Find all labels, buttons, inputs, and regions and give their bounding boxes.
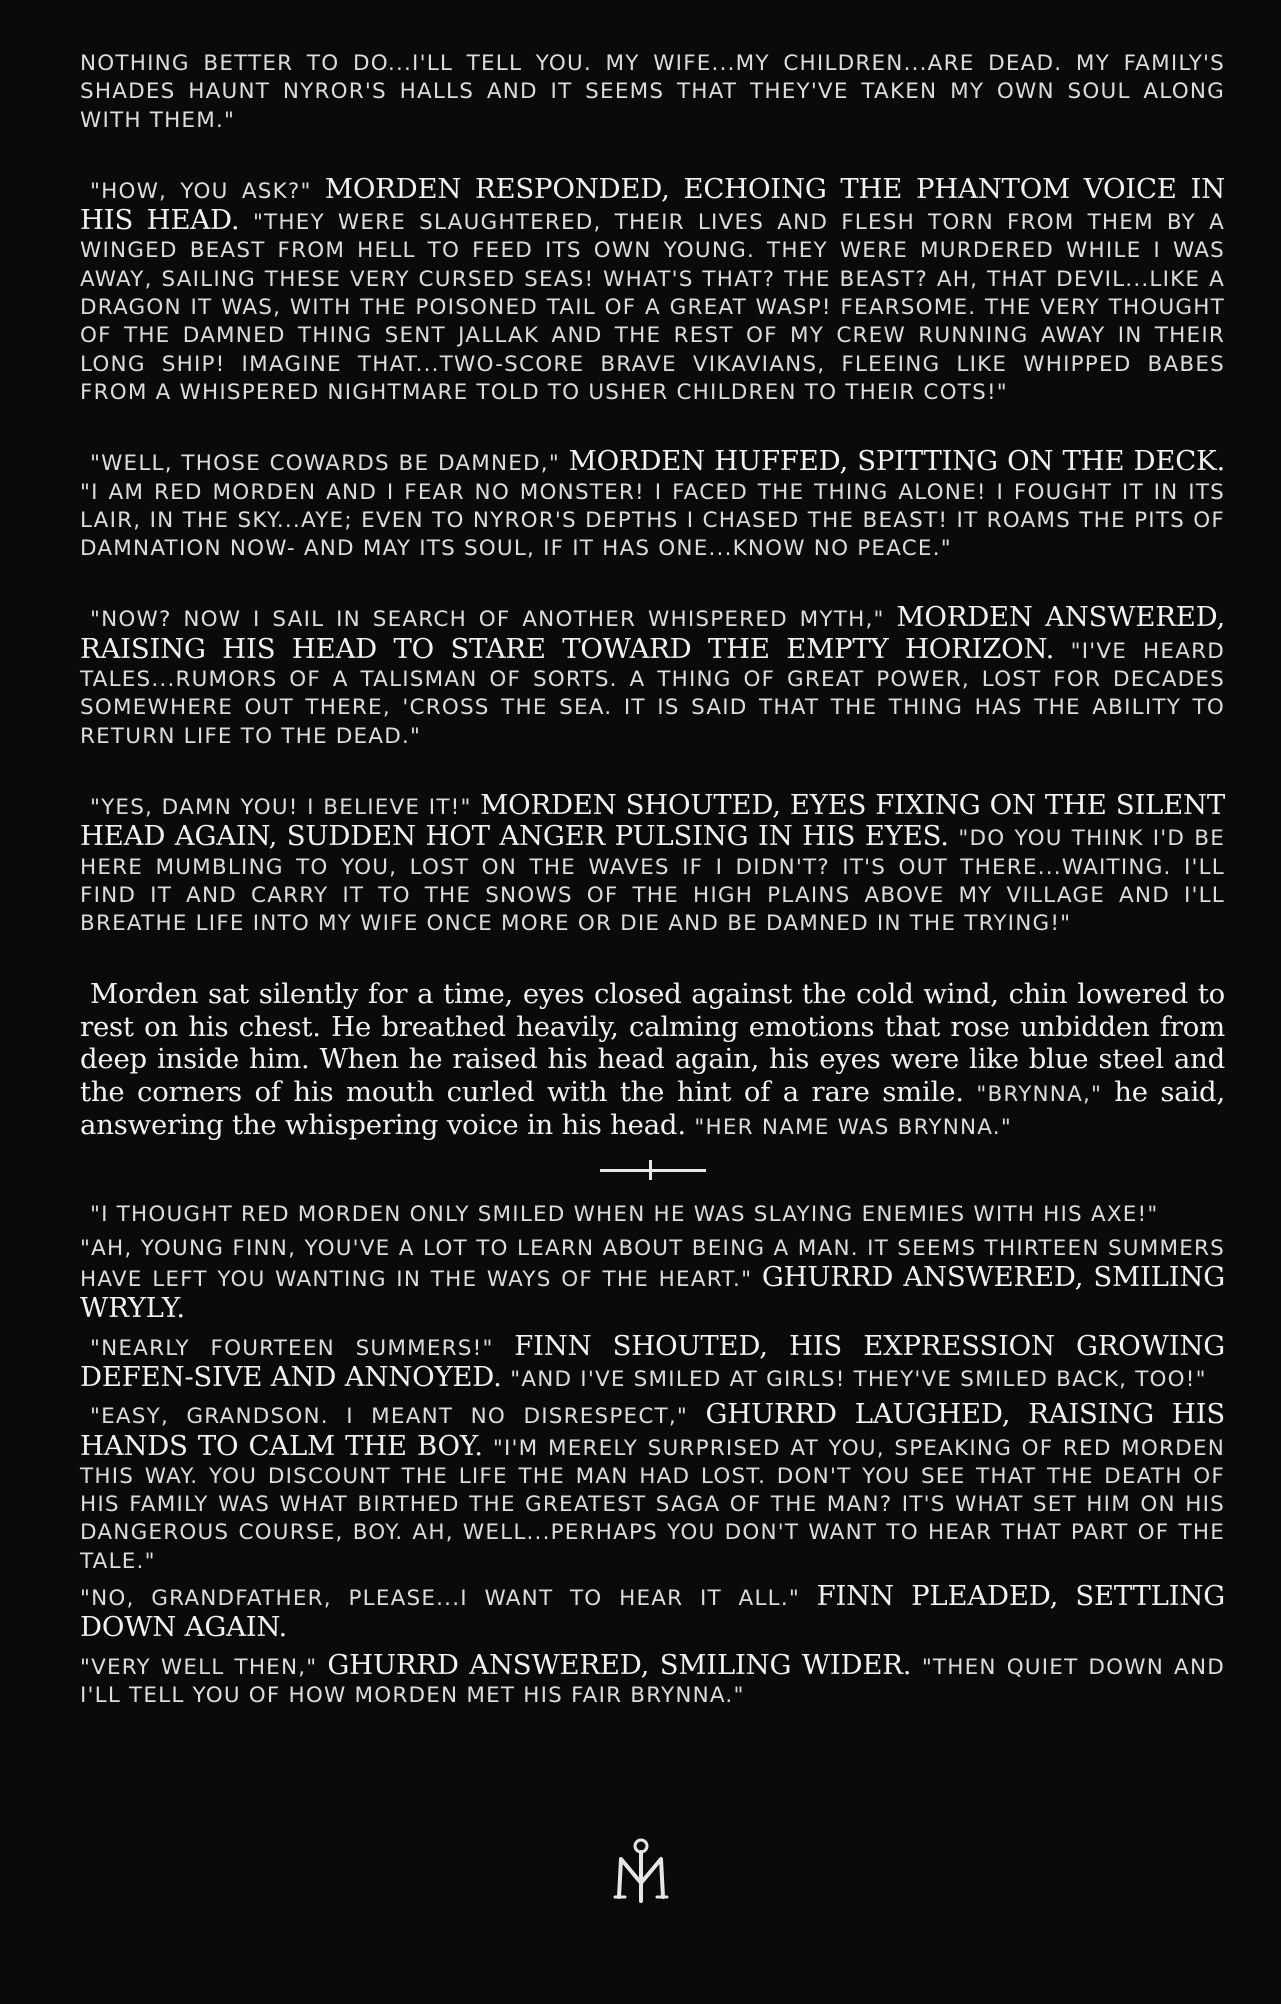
dialogue-6-seg-2: GHURRD ANSWERED, SMILING WIDER. [327,1648,922,1681]
monogram-logo-icon [611,1837,671,1903]
divider-line [600,1169,706,1172]
paragraph-5-seg-2: MORDEN SHOUTED, EYES FIXING ON THE SILENT HEAD AGAIN, SUDDEN HOT ANGER PULSING IN HIS EYES. [80,788,1225,853]
paragraph-6 [80,978,1225,1142]
dialogue-5-seg-1: "NO, GRANDFATHER, PLEASE...I WANT TO HEAR IT ALL." [80,1586,817,1612]
paragraph-3-seg-2: MORDEN HUFFED, SPITTING ON THE DECK. [568,445,1225,478]
paragraph-2-seg-1: "HOW, YOU ASK?" [90,178,325,204]
paragraph-6-seg-1: Morden sat silently for a time, eyes closed against the cold wind, chin lowered to rest on his chest. He breathed heavily, calming emotions that rose unbidden from deep inside him. When he raised his head again, his eyes were like blue steel and the corners of his mouth curled with the hint of a rare smile. [80,978,1225,1108]
dialogue-3-seg-1: "NEARLY FOURTEEN SUMMERS!" [90,1335,515,1361]
section-divider [80,1143,1225,1201]
paragraph-6-seg-3: he said, answering the whispering voice in his head. [80,1075,1225,1142]
dialogue-3-seg-2: FINN SHOUTED, HIS EXPRESSION GROWING DEFEN-SIVE AND ANNOYED. [80,1329,1225,1393]
divider-tick [649,1160,652,1180]
dialogue-5-seg-2: FINN PLEADED, SETTLING DOWN AGAIN. [80,1580,1225,1644]
paragraph-4-seg-1: "NOW? NOW I SAIL IN SEARCH OF ANOTHER WHISPERED MYTH," [90,607,897,633]
paragraph-4 [80,603,1225,750]
paragraph-2-seg-3: "THEY WERE SLAUGHTERED, THEIR LIVES AND FLESH TORN FROM THEM BY A WINGED BEAST FROM HELL TO FEED ITS OWN YOUNG. THEY WERE MURDERED WHILE I WAS AWAY, SAILING THESE VERY CURSED SEAS! WHAT'S THAT? THE BEAST? AH, THAT DEVIL...LIKE A DRAGON IT WAS, WITH THE POISONED TAIL OF A GREAT WASP! FEARSOME. THE VERY THOUGHT OF THE DAMNED THING SENT JALLAK AND THE REST OF MY CREW RUNNING AWAY IN THEIR LONG SHIP! IMAGINE THAT...TWO-SCORE BRAVE VIKAVIANS, FLEEING LIKE WHIPPED BABES FROM A WHISPERED NIGHTMARE TOLD TO USHER CHILDREN TO THEIR COTS!" [80,210,1225,405]
paragraph-4-seg-3: "I'VE HEARD TALES...RUMORS OF A TALISMAN OF SORTS. A THING OF GREAT POWER, LOST FOR DECADES SOMEWHERE OUT THERE, 'CROSS THE SEA. IT IS SAID THAT THE THING HAS THE ABILITY TO RETURN LIFE TO THE DEAD." [80,638,1226,749]
dialogue-6 [80,1648,1225,1711]
dialogue-4-seg-2: GHURRD LAUGHED, RAISING HIS HANDS TO CALM THE BOY. [80,1398,1225,1462]
dialogue-3 [80,1329,1225,1395]
paragraph-3-seg-3: "I AM RED MORDEN AND I FEAR NO MONSTER! I FACED THE THING ALONE! I FOUGHT IT IN ITS LAIR, IN THE SKY...AYE; EVEN TO NYROR'S DEPTHS I CHASED THE BEAST! IT ROAMS THE PITS OF DAMNATION NOW- AND MAY ITS SOUL, IF IT HAS ONE...KNOW NO PEACE." [80,479,1225,562]
dialogue-2 [80,1235,1225,1326]
paragraph-5-seg-3: "DO YOU THINK I'D BE HERE MUMBLING TO YOU, LOST ON THE WAVES IF I DIDN'T? IT'S OUT THERE...WAITING. I'LL FIND IT AND CARRY IT TO THE SNOWS OF THE HIGH PLAINS ABOVE MY VILLAGE AND I'LL BREATHE LIFE INTO MY WIFE ONCE MORE OR DIE AND BE DAMNED IN THE TRYING!" [80,826,1225,937]
paragraph-2 [80,172,1225,407]
dialogue-3-seg-3: "AND I'VE SMILED AT GIRLS! THEY'VE SMILED BACK, TOO!" [510,1367,1207,1392]
dialogue-6-seg-1: "VERY WELL THEN," [80,1654,328,1680]
dialogue-6-seg-3: "THEN QUIET DOWN AND I'LL TELL YOU OF HOW MORDEN MET HIS FAIR BRYNNA." [80,1654,1225,1708]
text-column [80,50,1225,1710]
paragraph-5-seg-1: "YES, DAMN YOU! I BELIEVE IT!" [90,794,481,820]
dialogue-5 [80,1582,1225,1645]
paragraph-6-seg-2: "BRYNNA," [976,1081,1115,1107]
dialogue-1-seg-1: "I THOUGHT RED MORDEN ONLY SMILED WHEN HE WAS SLAYING ENEMIES WITH HIS AXE!" [90,1201,1159,1227]
paragraph-1 [80,50,1225,135]
paragraph-6-seg-4: "HER NAME WAS BRYNNA." [694,1115,1012,1141]
paragraph-1-seg-1: NOTHING BETTER TO DO...I'LL TELL YOU. MY WIFE...MY CHILDREN...ARE DEAD. MY FAMILY'S SHADES HAUNT NYROR'S HALLS AND IT SEEMS THAT THEY'VE TAKEN MY OWN SOUL ALONG WITH THEM." [80,51,1225,133]
paragraph-3-seg-1: "WELL, THOSE COWARDS BE DAMNED," [90,451,569,477]
paragraph-2-seg-2: MORDEN RESPONDED, ECHOING THE PHANTOM VOICE IN HIS HEAD. [80,172,1225,237]
dialogue-2-seg-1: "AH, YOUNG FINN, YOU'VE A LOT TO LEARN ABOUT BEING A MAN. IT SEEMS THIRTEEN SUMMERS HAVE LEFT YOU WANTING IN THE WAYS OF THE HEART." [80,1235,1225,1293]
paragraph-4-seg-2: MORDEN ANSWERED, RAISING HIS HEAD TO STARE TOWARD THE EMPTY HORIZON. [80,601,1225,665]
paragraph-5 [80,788,1225,938]
dialogue-1 [80,1201,1225,1229]
dialogue-2-seg-2: GHURRD ANSWERED, SMILING WRYLY. [80,1261,1225,1325]
paragraph-3 [80,447,1225,563]
dialogue-4-seg-3: "I'M MERELY SURPRISED AT YOU, SPEAKING OF RED MORDEN THIS WAY. YOU DISCOUNT THE LIFE THE MAN HAD LOST. DON'T YOU SEE THAT THE DEATH OF HIS FAMILY WAS WHAT BIRTHED THE GREATEST SAGA OF THE MAN? IT'S WHAT SET HIM ON HIS DANGEROUS COURSE, BOY. AH, WELL...PERHAPS YOU DON'T WANT TO HEAR THAT PART OF THE TALE." [80,1435,1226,1574]
dialogue-4-seg-1: "EASY, GRANDSON. I MEANT NO DISRESPECT," [90,1404,706,1430]
dialogue-4 [80,1400,1225,1576]
